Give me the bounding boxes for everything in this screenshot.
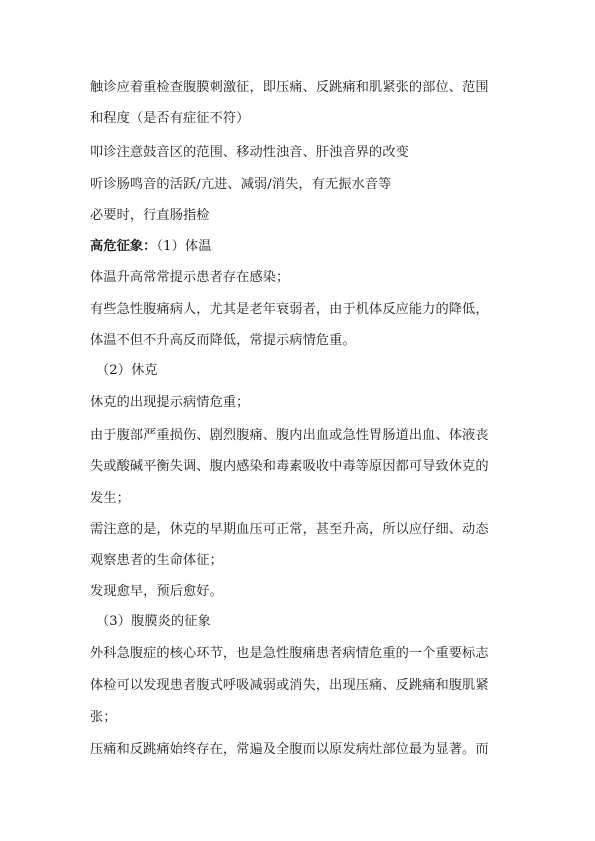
text-line: 外科急腹症的核心环节，也是急性腹痛患者病情危重的一个重要标志	[90, 646, 489, 661]
text-line: 休克的出现提示病情危重；	[90, 395, 250, 410]
text-line: 听诊肠鸣音的活跃/亢进、减弱/消失，有无振水音等	[90, 177, 392, 192]
text-line: 发生；	[90, 491, 130, 506]
text-line: 压痛和反跳痛始终存在，常遍及全腹而以原发病灶部位最为显著。而	[90, 742, 489, 757]
section-heading: 高危征象：	[90, 239, 157, 254]
text-line: 张；	[90, 710, 117, 725]
text-line: 触诊应着重检查腹膜刺激征，即压痛、反跳痛和肌紧张的部位、范围	[90, 80, 489, 95]
text-line: 观察患者的生命体征；	[90, 553, 223, 568]
text-line: 失或酸碱平衡失调、腹内感染和毒素吸收中毒等原因都可导致休克的	[90, 459, 489, 474]
subheading: （3）腹膜炎的征象	[96, 614, 211, 629]
text-line: 体检可以发现患者腹式呼吸减弱或消失，出现压痛、反跳痛和腹肌紧	[90, 678, 489, 693]
text-line: 发现愈早，预后愈好。	[90, 584, 223, 599]
text-line: 叩诊注意鼓音区的范围、移动性浊音、肝浊音界的改变	[90, 145, 409, 160]
text-line: 由于腹部严重损伤、剧烈腹痛、腹内出血或急性胃肠道出血、体液丧	[90, 428, 489, 443]
text-line: 体温升高常常提示患者存在感染；	[90, 270, 290, 285]
subheading: （2）休克	[96, 363, 158, 378]
text-line: 需注意的是，休克的早期血压可正常，甚至升高，所以应仔细、动态	[90, 522, 489, 537]
section-heading-line	[90, 239, 520, 255]
text-line: 和程度（是否有症征不符）	[90, 111, 250, 126]
text-line: 必要时，行直肠指检	[90, 208, 210, 223]
text-line: 体温不但不升高反而降低，常提示病情危重。	[90, 333, 356, 348]
text-line: 有些急性腹痛病人，尤其是老年衰弱者，由于机体反应能力的降低，	[90, 302, 489, 317]
subheading: （1）体温	[156, 239, 212, 254]
